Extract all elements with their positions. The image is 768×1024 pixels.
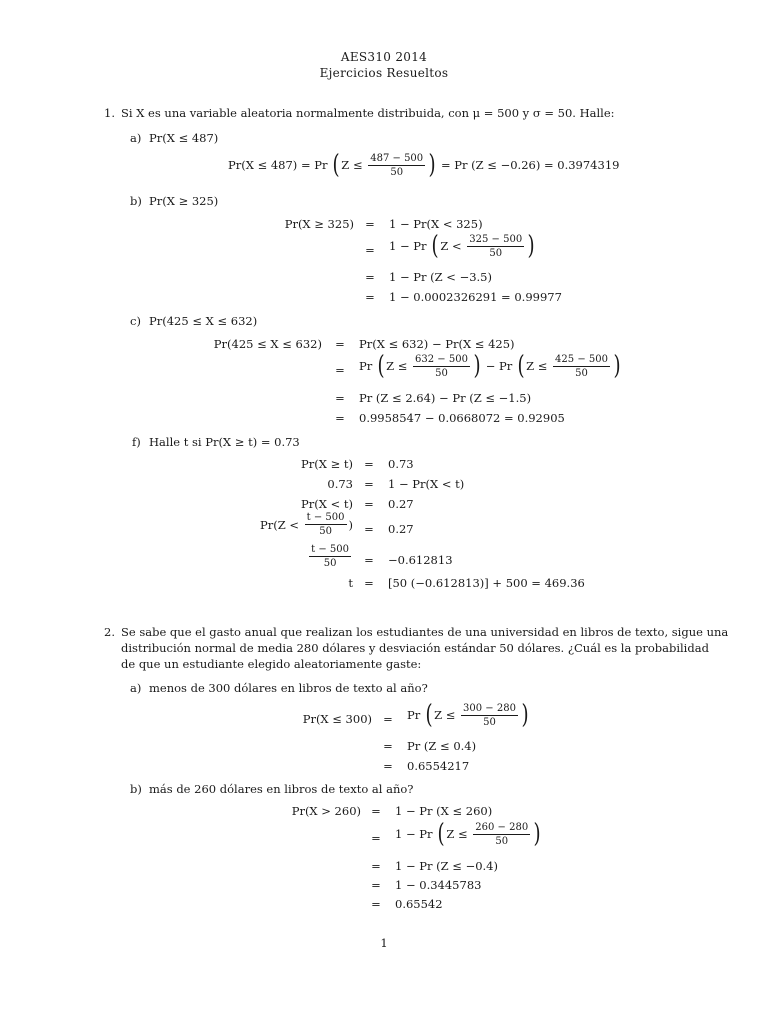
document-title: AES310 2014	[340, 50, 428, 64]
eq-1b-lhs: Pr(X ≥ 325)	[284, 217, 354, 231]
equals-sign: =	[335, 391, 345, 405]
paren-open: (	[332, 150, 340, 180]
item-2a-question: menos de 300 dólares en libros de texto al año?	[149, 681, 428, 695]
eq-1c-lhs: Pr(425 ≤ X ≤ 632)	[213, 337, 322, 351]
paren-close: )	[533, 819, 541, 849]
equals-sign: =	[364, 457, 374, 471]
paren-open: (	[431, 231, 439, 261]
equals-sign: =	[371, 897, 381, 911]
page-number: 1	[380, 936, 388, 950]
item-a-question: Pr(X ≤ 487)	[149, 131, 219, 145]
eq-2b-line4: 1 − 0.3445783	[395, 878, 482, 892]
document-subtitle: Ejercicios Resueltos	[319, 66, 449, 80]
equation-1a	[228, 152, 619, 178]
eq-2b-line1: 1 − Pr (X ≤ 260)	[395, 804, 493, 818]
eq-2a-lhs: Pr(X ≤ 300)	[302, 712, 372, 726]
problem-1-number: 1.	[104, 106, 115, 120]
eq-1f-l1-rhs: 0.73	[388, 457, 414, 471]
equals-sign: =	[383, 712, 393, 726]
paren-close: )	[527, 231, 535, 261]
paren-open: (	[377, 351, 385, 381]
item-2a-label: a)	[130, 681, 142, 695]
fraction: $\frac{t - 500}{50}$	[311, 544, 349, 569]
equals-sign: =	[364, 553, 374, 567]
fraction: $\frac{425 - 500}{50}$	[555, 353, 608, 379]
eq-1a-lhs: Pr(X ≤ 487) = Pr	[228, 158, 328, 172]
eq-1f-l6-rhs: [50 (−0.612813)] + 500 = 469.36	[388, 576, 585, 590]
eq-1b-line3: 1 − Pr (Z < −3.5)	[389, 270, 492, 284]
eq-2b-line5: 0.65542	[395, 897, 443, 911]
eq-1c-line1: Pr(X ≤ 632) − Pr(X ≤ 425)	[359, 337, 515, 351]
item-b-question: Pr(X ≥ 325)	[149, 194, 219, 208]
paren-close: )	[473, 351, 481, 381]
eq-1f-l5-rhs: −0.612813	[388, 553, 453, 567]
paren-close: )	[613, 351, 621, 381]
problem-2-number: 2.	[104, 625, 115, 639]
paren-open: (	[425, 700, 433, 730]
fraction: $\frac{260 - 280}{50}$	[475, 821, 529, 847]
equals-sign: =	[371, 804, 381, 818]
equals-sign: =	[335, 411, 345, 425]
paren-open: (	[517, 351, 525, 381]
fraction: $\frac{t - 500}{50}$	[306, 512, 345, 537]
item-a-label: a)	[130, 131, 142, 145]
problem-2-statement-line-2: distribución normal de media 280 dólares y desviación estándar 50 dólares. ¿Cuál es la probabilidad	[121, 641, 709, 655]
eq-2b-line3: 1 − Pr (Z ≤ −0.4)	[395, 859, 498, 873]
paren-open: (	[437, 819, 445, 849]
eq-1f-l4-lhs: Pr(Z < $\frac{t - 500}{50}$ )	[259, 512, 353, 537]
eq-1a-result: = Pr (Z ≤ −0.26) = 0.3974319	[440, 158, 620, 172]
problem-2-statement-line-1: Se sabe que el gasto anual que realizan los estudiantes de una universidad en libros de texto, sigue una	[121, 625, 729, 639]
equals-sign: =	[371, 878, 381, 892]
eq-2a-line2: Pr (Z ≤ 0.4)	[407, 739, 477, 753]
item-c-label: c)	[130, 314, 141, 328]
equals-sign: =	[383, 759, 393, 773]
eq-1b-line1: 1 − Pr(X < 325)	[389, 217, 483, 231]
eq-1f-l2-rhs: 1 − Pr(X < t)	[388, 477, 465, 491]
equals-sign: =	[371, 859, 381, 873]
fraction: $\frac{632 - 500}{50}$	[415, 353, 468, 379]
eq-1c-line3: Pr (Z ≤ 2.64) − Pr (Z ≤ −1.5)	[359, 391, 532, 405]
eq-1b-line4: 1 − 0.0002326291 = 0.99977	[389, 290, 562, 304]
item-c-question: Pr(425 ≤ X ≤ 632)	[149, 314, 258, 328]
equals-sign: =	[365, 290, 375, 304]
eq-1f-l6-lhs: t	[348, 576, 353, 590]
equals-sign: =	[364, 576, 374, 590]
equals-sign: =	[335, 363, 345, 377]
fraction: $\frac{487 - 500}{50}$	[370, 152, 424, 178]
item-f-question: Halle t si Pr(X ≥ t) = 0.73	[149, 435, 300, 449]
problem-2-statement-line-3: de que un estudiante elegido aleatoriamente gaste:	[121, 657, 422, 671]
eq-1f-l1-lhs: Pr(X ≥ t)	[301, 457, 353, 471]
eq-2b-lhs: Pr(X > 260)	[291, 804, 361, 818]
item-2b-question: más de 260 dólares en libros de texto al año?	[149, 782, 414, 796]
item-f-label: f)	[132, 435, 141, 449]
eq-2a-line1: Pr ( Z ≤ $\frac{300 - 280}{50}$ )	[407, 700, 529, 730]
equals-sign: =	[364, 477, 374, 491]
equals-sign: =	[383, 739, 393, 753]
eq-1c-line2: Pr ( Z ≤ $\frac{632 - 500}{50}$ ) − Pr ( Z ≤ $\frac{425 - 500}{50}$ )	[359, 351, 621, 381]
equals-sign: =	[335, 337, 345, 351]
item-2b-label: b)	[130, 782, 142, 796]
paren-close: )	[428, 150, 436, 180]
eq-2b-line2: 1 − Pr ( Z ≤ $\frac{260 - 280}{50}$ )	[395, 819, 541, 849]
equals-sign: =	[365, 243, 375, 257]
eq-1f-l2-lhs: 0.73	[327, 477, 353, 491]
paren-close: )	[521, 700, 529, 730]
equals-sign: =	[365, 270, 375, 284]
eq-1f-l4-rhs: 0.27	[388, 522, 414, 536]
equals-sign: =	[364, 522, 374, 536]
equals-sign: =	[371, 831, 381, 845]
eq-1b-line2: 1 − Pr ( Z < $\frac{325 - 500}{50}$ )	[389, 231, 535, 261]
eq-1c-line4: 0.9958547 − 0.0668072 = 0.92905	[359, 411, 565, 425]
eq-2a-line3: 0.6554217	[407, 759, 470, 773]
fraction: $\frac{300 - 280}{50}$	[463, 702, 516, 728]
eq-1a-z: Z ≤	[341, 158, 363, 172]
fraction: $\frac{325 - 500}{50}$	[469, 233, 523, 259]
eq-1f-l3-lhs: Pr(X < t)	[301, 497, 353, 511]
equals-sign: =	[364, 497, 374, 511]
eq-1f-l3-rhs: 0.27	[388, 497, 414, 511]
problem-1-statement: Si X es una variable aleatoria normalmente distribuida, con μ = 500 y σ = 50. Halle:	[121, 106, 615, 120]
equals-sign: =	[365, 217, 375, 231]
eq-1f-l5-lhs	[307, 544, 353, 569]
item-b-label: b)	[130, 194, 142, 208]
